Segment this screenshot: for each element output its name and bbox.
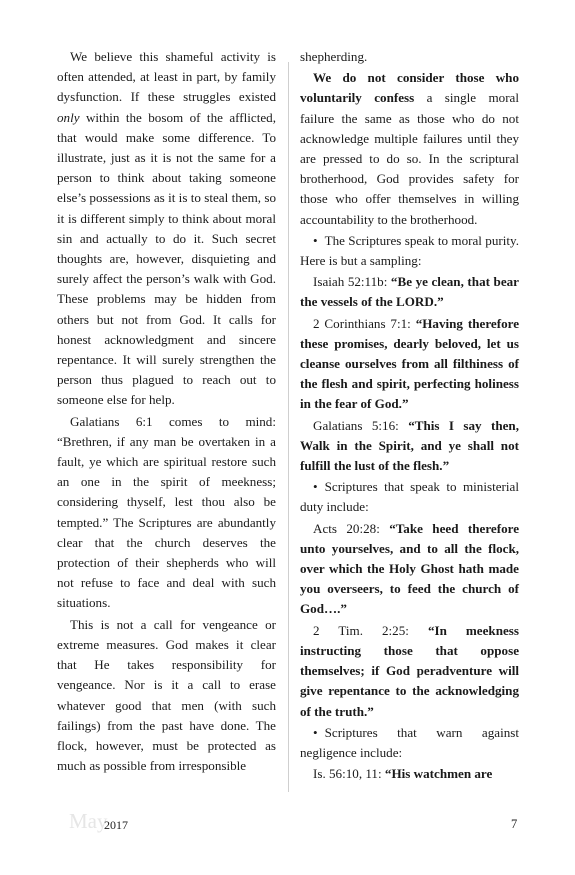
bullet-text: Scriptures that warn against negligence include: (300, 724, 519, 760)
paragraph-continuation (300, 47, 519, 67)
verse-reference: Galatians 5:16: (313, 417, 409, 433)
paragraph-text: within the bosom of the afflicted, that would make some difference. To illustrate, just as it is not the same for a person to think about taking someone else’s possessions as it is to steal them, so it is different simply to think about moral sin and actually to do it. Such secret thoughts are, however, disquieting and surely affect the person’s walk with God. These problems may be hidden from others but not from God. It calls for honest acknowledgment and sincere repentance. It will surely strengthen the person thus plagued to reach out to someone else for help. (57, 109, 276, 408)
paragraph-confession (300, 68, 519, 230)
bold-lead-text: We do not consider those who voluntarily confess (300, 70, 519, 106)
column-divider (288, 62, 289, 792)
left-column (57, 47, 276, 777)
paragraph-galatians (57, 412, 276, 614)
footer-month: May (69, 809, 108, 833)
verse-reference: Acts 20:28: (313, 520, 390, 536)
footer-year: 2017 (104, 818, 128, 832)
verse-text: “This I say then, Walk in the Spirit, and ye shall not fulfill the lust of the flesh.” (300, 417, 519, 474)
paragraph-vengeance (57, 615, 276, 777)
paragraph-text: We believe this shameful activity is often attended, at least in part, by family dysfunction. If these struggles existed (57, 49, 276, 105)
verse-reference: 2 Tim. 2:25: (313, 622, 428, 638)
bullet-ministerial-duty (300, 477, 519, 517)
verse-text: “Take heed therefore unto yourselves, and to all the flock, over which the Holy Ghost hath made you overseers, to feed the church of God….” (300, 520, 520, 617)
paragraph-text: shepherding. (300, 49, 368, 64)
verse-galatians (300, 416, 519, 477)
bullet-text: Scriptures that speak to ministerial duty include: (300, 479, 519, 515)
verse-text: “Be ye clean, that bear the vessels of the LORD.” (300, 274, 519, 310)
verse-timothy (300, 621, 519, 722)
verse-reference: Is. 56:10, 11: (313, 766, 385, 782)
verse-text: “Having therefore these promises, dearly beloved, let us cleanse ourselves from all filthiness of the flesh and spirit, perfecting holiness in the fear of God.” (300, 315, 520, 412)
paragraph-text: a single moral failure the same as those who do not acknowledge multiple failures until they are pressed to do so. In the scriptural brotherhood, God provides safety for those who offer themselves in willing accountability to the brotherhood. (300, 90, 520, 227)
bullet-icon (313, 233, 325, 248)
bullet-text: The Scriptures speak to moral purity. Here is but a sampling: (300, 232, 519, 269)
paragraph-family-dysfunction (57, 47, 276, 411)
bullet-icon (313, 479, 325, 494)
verse-isaiah-56 (300, 764, 519, 784)
verse-reference: Isaiah 52:11b: (313, 274, 391, 290)
bullet-icon (313, 725, 325, 740)
verse-text: “In meekness instructing those that oppose themselves; if God peradventure will give repentance to the acknowledging of the truth.” (300, 622, 520, 719)
bullet-negligence (300, 723, 519, 763)
verse-isaiah (300, 272, 519, 312)
emphasis-text: only (57, 109, 80, 125)
verse-reference: 2 Corinthians 7:1: (313, 315, 416, 331)
right-column (300, 47, 519, 785)
verse-acts (300, 519, 519, 620)
page-number: 7 (511, 817, 518, 831)
paragraph-text: This is not a call for vengeance or extreme measures. God makes it clear that He takes responsibility for vengeance. Nor is it a call to erase whatever good that men (with such failings) from the past have done. The flock, however, must be protected as much as possible from irresponsible (57, 616, 276, 774)
verse-corinthians (300, 314, 519, 415)
verse-text: “His watchmen are (384, 766, 493, 782)
bullet-moral-purity (300, 231, 519, 271)
paragraph-text: Galatians 6:1 comes to mind: “Brethren, if any man be overtaken in a fault, ye which are spiritual restore such an one in the spirit of meekness; considering thyself, lest thou also be tempted.” The Scriptures are abundantly clear that the church deserves the protection of their shepherds who will not refuse to face and deal with such situations. (57, 413, 276, 611)
